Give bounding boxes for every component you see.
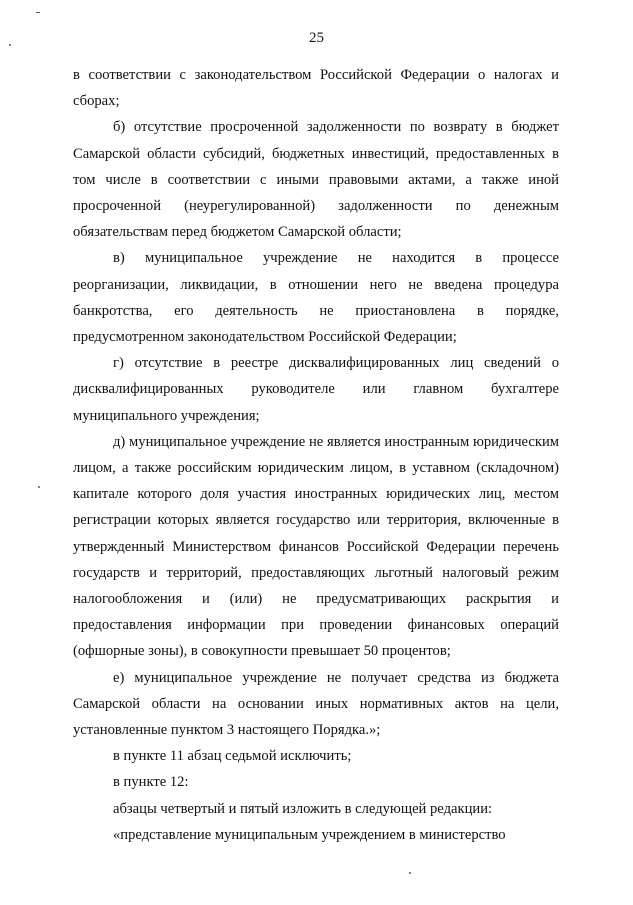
paragraph-item-d: д) муниципальное учреждение не является иностранным юридическим лицом, а также российским юридическим лицом, в уставном (складочном) капитале которого доля участия иностранных юридических лиц, местом регистрации которых является государство или территория, включенные в утвержденный Министерством финансов Российской Федерации перечень государств и территорий, предоставляющих льготный налоговый режим налогообложения и (или) не предусматривающих раскрытия и предоставления информации при проведении финансовых операций (офшорные зоны), в совокупности превышает 50 процентов; — [73, 433, 559, 660]
scan-artifact — [38, 486, 40, 488]
paragraph-item-b: б) отсутствие просроченной задолженности по возврату в бюджет Самарской области субсидий, бюджетных инвестиций, предоставленных в том числе в соответствии с иными правовыми актами, а также иной просроченной (неурегулированной) задолженности по денежным обязательствам перед бюджетом Самарской области; — [73, 119, 559, 241]
page-number: 25 — [309, 30, 324, 46]
paragraph-clause-12: в пункте 12: — [113, 774, 189, 791]
paragraph-clause-11: в пункте 11 абзац седьмой исключить; — [113, 748, 352, 765]
paragraph-continuation: в соответствии с законодательством Российской Федерации о налогах и сборах; — [73, 67, 559, 110]
paragraph-item-g: г) отсутствие в реестре дисквалифицированных лиц сведений о дисквалифицированных руководителе или главном бухгалтере муниципального учреждения; — [73, 355, 559, 424]
paragraph-item-v: в) муниципальное учреждение не находится в процессе реорганизации, ликвидации, в отношении него не введена процедура банкротства, его деятельность не приостановлена в порядке, предусмотренном законодательством Российской Федерации; — [73, 250, 559, 346]
scan-artifact — [36, 12, 40, 13]
paragraph-amendment-intro: абзацы четвертый и пятый изложить в следующей редакции: — [113, 800, 493, 817]
paragraph-quoted-start: «представление муниципальным учреждением в министерство — [113, 826, 506, 843]
document-body — [73, 62, 559, 848]
scan-artifact — [409, 872, 411, 874]
paragraph-item-e: е) муниципальное учреждение не получает средства из бюджета Самарской области на основании иных нормативных актов на цели, установленные пунктом 3 настоящего Порядка.»; — [73, 669, 559, 739]
